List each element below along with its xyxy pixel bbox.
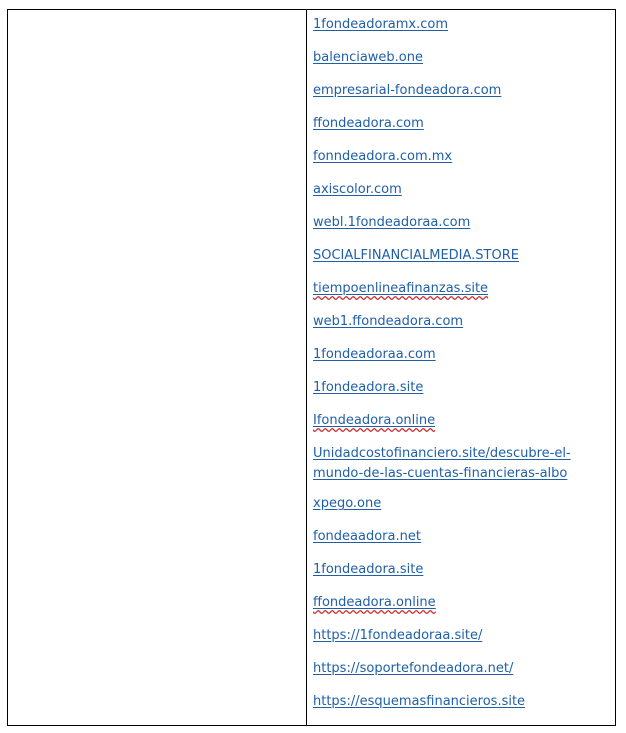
link-item[interactable]: https://1fondeadoraa.site/ (313, 628, 483, 643)
link-item[interactable]: fonndeadora.com.mx (313, 149, 453, 164)
link-item[interactable]: 1fondeadoramx.com (313, 17, 449, 32)
table-cell-right (307, 10, 616, 726)
link-item[interactable]: balenciaweb.one (313, 50, 423, 65)
link-item[interactable]: axiscolor.com (313, 182, 402, 197)
table-row (8, 10, 616, 726)
link-item[interactable]: https://esquemasfinancieros.site (313, 694, 526, 709)
link-item[interactable]: Unidadcostofinanciero.site/descubre-el-mundo-de-las-cuentas-financieras-albo (313, 446, 571, 481)
link-item[interactable]: tiempoenlineafinanzas.site (313, 281, 489, 296)
link-item[interactable]: 1fondeadora.site (313, 562, 424, 577)
link-item[interactable]: SOCIALFINANCIALMEDIA.STORE (313, 248, 519, 263)
link-item[interactable]: web1.ffondeadora.com (313, 314, 464, 329)
link-item[interactable]: empresarial-fondeadora.com (313, 83, 502, 98)
link-item[interactable]: webl.1fondeadoraa.com (313, 215, 471, 230)
link-list (307, 15, 615, 712)
link-item[interactable]: fondeaadora.net (313, 529, 421, 544)
link-item[interactable]: Ifondeadora.online (313, 413, 436, 428)
link-item[interactable]: ffondeadora.com (313, 116, 424, 131)
link-item[interactable]: 1fondeadora.site (313, 380, 424, 395)
link-item[interactable]: xpego.one (313, 496, 382, 511)
table-cell-left (8, 10, 307, 726)
link-item[interactable]: ffondeadora.online (313, 595, 436, 610)
link-item[interactable]: https://soportefondeadora.net/ (313, 661, 514, 676)
document-table (7, 9, 616, 726)
link-item[interactable]: 1fondeadoraa.com (313, 347, 436, 362)
